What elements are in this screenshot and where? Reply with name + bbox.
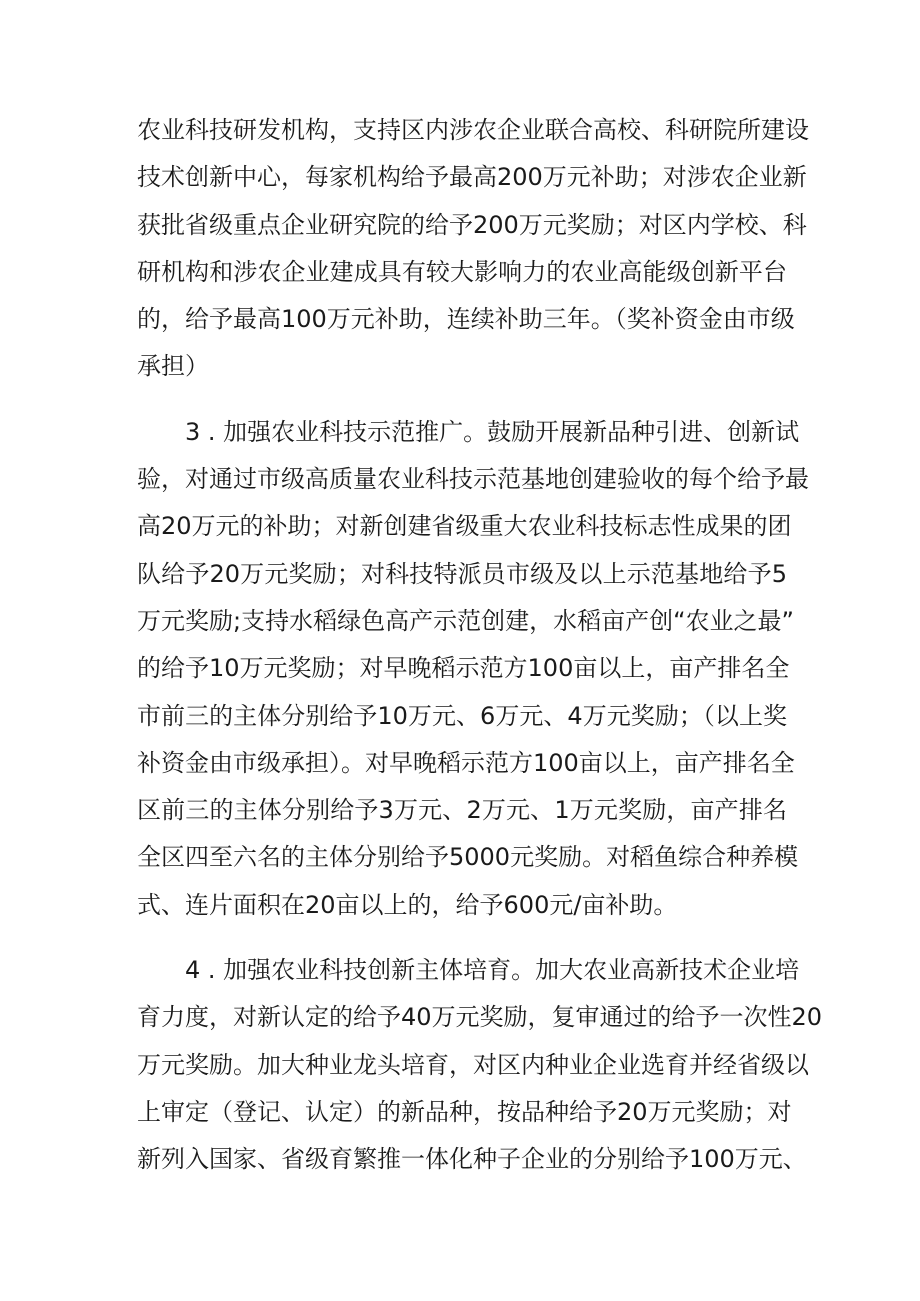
paragraph-line: 的，给予最高100万元补助，连续补助三年。（奖补资金由市级 [137,305,795,334]
paragraph-line: 市前三的主体分别给予10万元、6万元、4万元奖励；（以上奖 [137,701,787,730]
paragraph-line: 补资金由市级承担）。对早晚稻示范方100亩以上，亩产排名全 [137,748,795,777]
paragraph-2 [137,409,809,929]
paragraph-line: 验，对通过市级高质量农业科技示范基地创建验收的每个给予最 [137,465,809,494]
paragraph-line: 高20万元的补助；对新创建省级重大农业科技标志性成果的团 [137,512,792,541]
paragraph-line: 队给予20万元奖励；对科技特派员市级及以上示范基地给予5 [137,559,787,588]
paragraph-line: 育力度，对新认定的给予40万元奖励，复审通过的给予一次性20 [137,1003,823,1032]
paragraph-line: 的给予10万元奖励；对早晚稻示范方100亩以上，亩产排名全 [137,654,790,683]
paragraph-line: 新列入国家、省级育繁推一体化种子企业的分别给予100万元、 [137,1145,807,1174]
paragraph-line: 上审定（登记、认定）的新品种，按品种给予20万元奖励；对 [137,1097,792,1126]
paragraph-line: 万元奖励。加大种业龙头培育，对区内种业企业选育并经省级以 [137,1050,809,1079]
paragraph-line: 研机构和涉农企业建成具有较大影响力的农业高能级创新平台 [137,257,787,286]
paragraph-line: 获批省级重点企业研究院的给予200万元奖励；对区内学校、科 [137,210,807,239]
paragraph-line: 农业科技研发机构，支持区内涉农企业联合高校、科研院所建设 [137,116,809,144]
document-body [137,107,823,1184]
paragraph-line: 万元奖励;支持水稻绿色高产示范创建，水稻亩产创“农业之最” [137,606,794,635]
paragraph-1 [137,107,809,391]
paragraph-line: 4 . 加强农业科技创新主体培育。加大农业高新技术企业培 [185,956,800,985]
paragraph-spacer [137,929,787,947]
paragraph-line: 技术创新中心，每家机构给予最高200万元补助；对涉农企业新 [137,163,807,192]
paragraph-line: 承担） [137,352,209,381]
paragraph-line: 全区四至六名的主体分别给予5000元奖励。对稻鱼综合种养模 [137,843,799,872]
paragraph-spacer [137,391,787,409]
paragraph-line: 3 . 加强农业科技示范推广。鼓励开展新品种引进、创新试 [185,417,800,446]
paragraph-line: 式、连片面积在20亩以上的，给予600元/亩补助。 [137,890,678,919]
paragraph-3 [137,947,823,1183]
paragraph-line: 区前三的主体分别给予3万元、2万元、1万元奖励，亩产排名 [137,796,787,825]
